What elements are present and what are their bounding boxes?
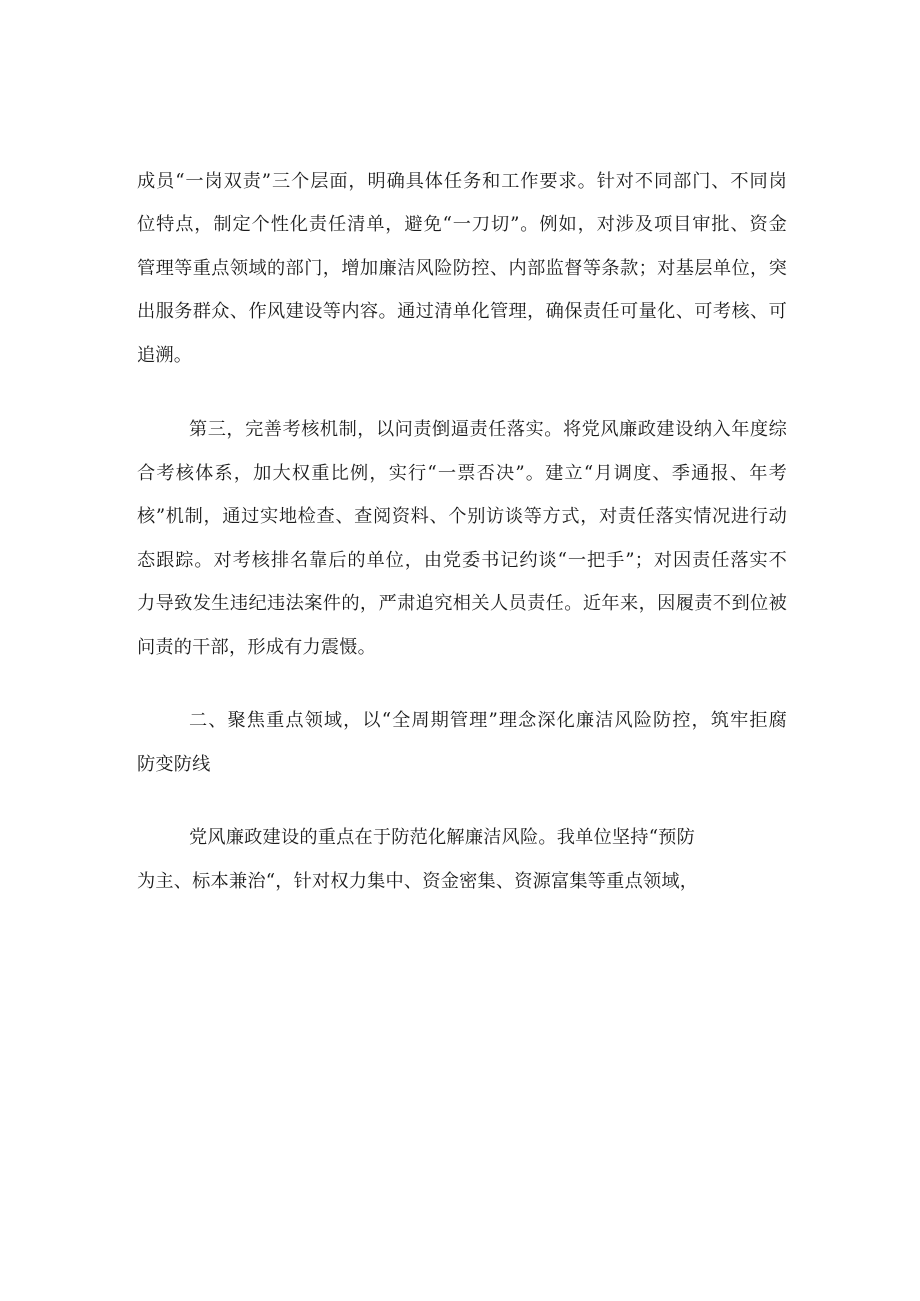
paragraph-line: 态跟踪。对考核排名靠后的单位，由党委书记约谈“一把手”；对因责任落实不: [137, 550, 787, 571]
paragraph-line: 位特点，制定个性化责任清单，避免“一刀切”。例如，对涉及项目审批、资金: [137, 214, 787, 235]
paragraph-line: 出服务群众、作风建设等内容。通过清单化管理，确保责任可量化、可考核、可: [137, 301, 787, 322]
paragraph-line: 问责的干部，形成有力震慑。: [137, 637, 377, 658]
paragraph-line: 核”机制，通过实地检查、查阅资料、个别访谈等方式，对责任落实情况进行动: [137, 506, 787, 527]
paragraph-line: 追溯。: [137, 345, 193, 366]
paragraph-line: 第三，完善考核机制，以问责倒逼责任落实。将党风廉政建设纳入年度综: [189, 419, 787, 440]
heading-line: 防变防线: [137, 754, 211, 775]
paragraph-line: 管理等重点领域的部门，增加廉洁风险防控、内部监督等条款；对基层单位，突: [137, 258, 787, 279]
paragraph-line: 成员“一岗双责”三个层面，明确具体任务和工作要求。针对不同部门、不同岗: [137, 171, 787, 192]
paragraph-line: 力导致发生违纪违法案件的，严肃追究相关人员责任。近年来，因履责不到位被: [137, 593, 787, 614]
paragraph-line: 党风廉政建设的重点在于防范化解廉洁风险。我单位坚持“预防: [189, 827, 695, 848]
paragraph-line: 为主、标本兼治“，针对权力集中、资金密集、资源富集等重点领域，: [137, 871, 699, 892]
paragraph-line: 合考核体系，加大权重比例，实行“一票否决”。建立“月调度、季通报、年考: [137, 463, 787, 484]
heading-line: 二、聚焦重点领域，以“全周期管理”理念深化廉洁风险防控，筑牢拒腐: [189, 710, 787, 731]
